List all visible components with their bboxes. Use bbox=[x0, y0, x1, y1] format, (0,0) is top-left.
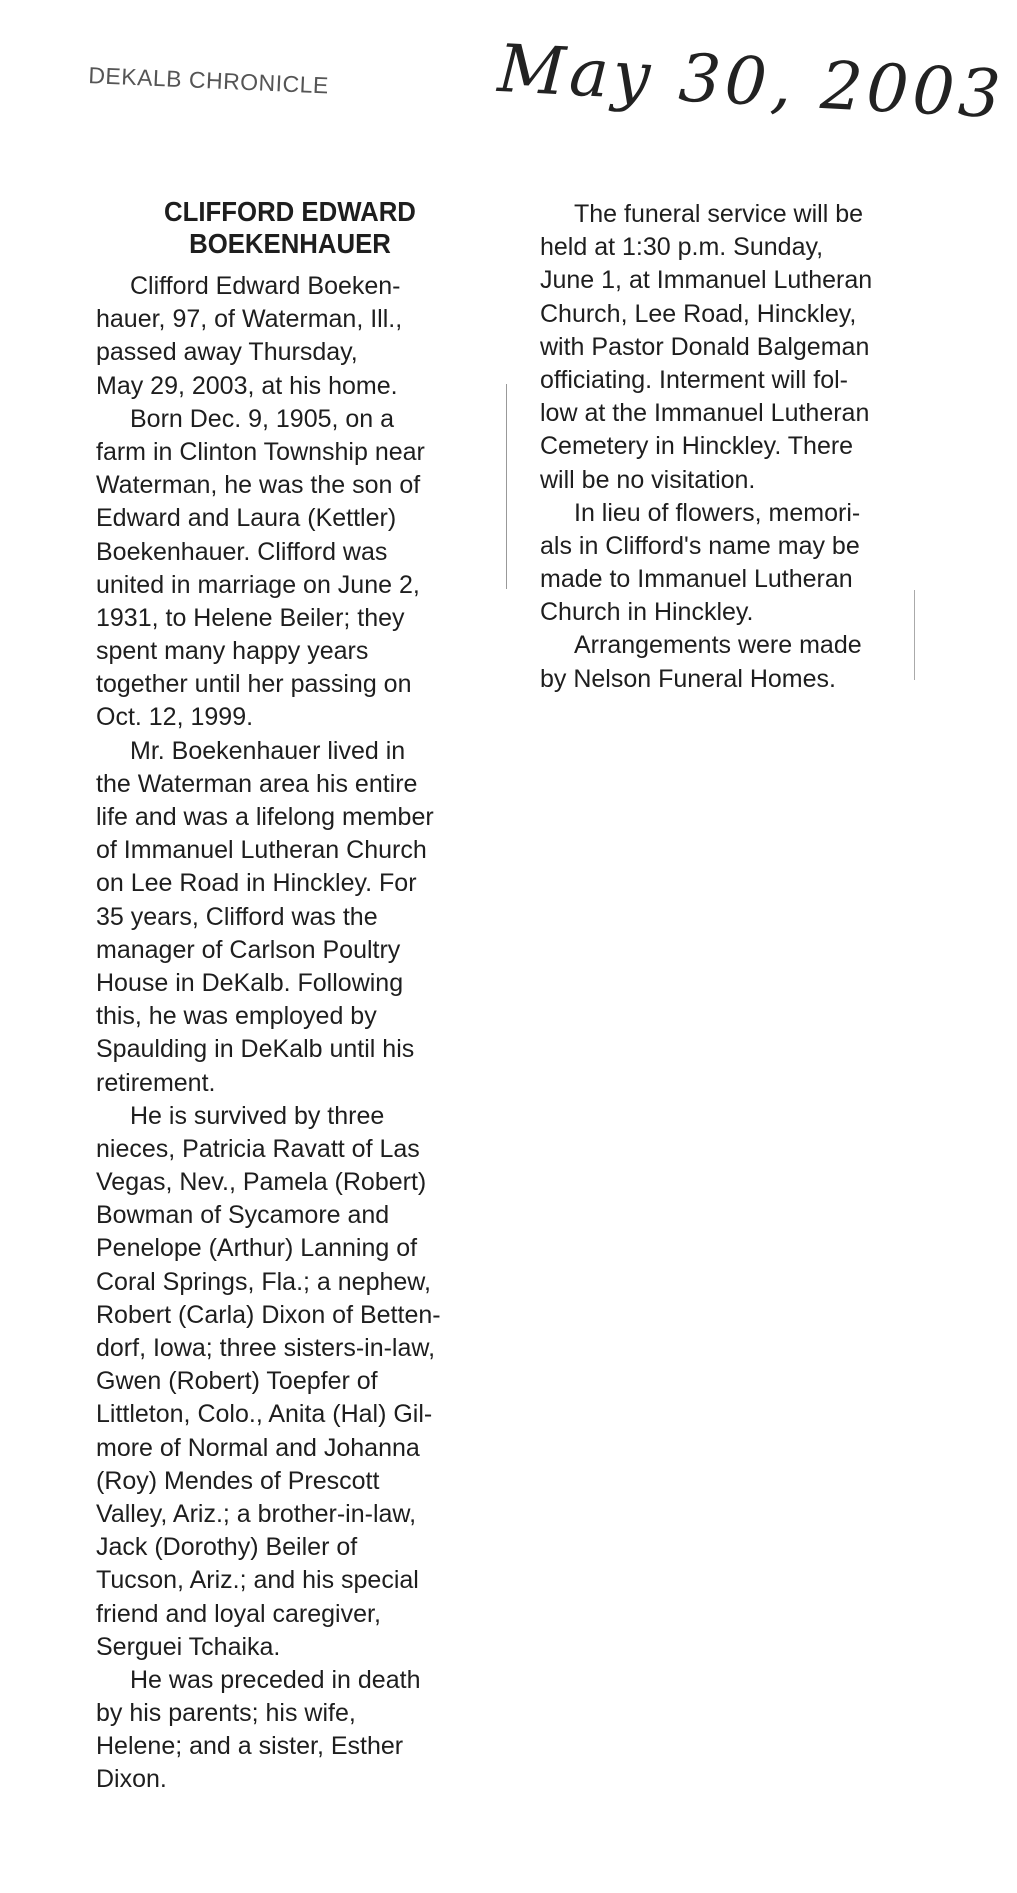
text-line: (Roy) Mendes of Prescott bbox=[96, 1466, 380, 1495]
text-line: Coral Springs, Fla.; a nephew, bbox=[96, 1267, 431, 1296]
title-line: BOEKENHAUER bbox=[189, 228, 391, 259]
text-line: by Nelson Funeral Homes. bbox=[540, 664, 836, 693]
text-line: May 29, 2003, at his home. bbox=[96, 371, 398, 400]
text-line: Helene; and a sister, Esther bbox=[96, 1732, 404, 1761]
text-line: on Lee Road in Hinckley. For bbox=[96, 869, 417, 898]
text-line: Church in Hinckley. bbox=[540, 598, 754, 627]
text-line: passed away Thursday, bbox=[96, 338, 358, 367]
text-line: Valley, Ariz.; a brother-in-law, bbox=[96, 1499, 417, 1528]
text-line: together until her passing on bbox=[96, 670, 412, 699]
text-line: of Immanuel Lutheran Church bbox=[96, 836, 427, 865]
text-line: The funeral service will be bbox=[574, 200, 864, 228]
text-line: officiating. Interment will fol- bbox=[540, 365, 848, 394]
text-line: Waterman, he was the son of bbox=[96, 471, 421, 500]
text-line: June 1, at Immanuel Lutheran bbox=[540, 266, 873, 295]
text-line: Gwen (Robert) Toepfer of bbox=[96, 1367, 378, 1396]
title-line: CLIFFORD EDWARD bbox=[164, 196, 416, 227]
handwritten-date: May 30, 2003 bbox=[495, 30, 1007, 134]
column-divider bbox=[506, 384, 507, 589]
text-line: Cemetery in Hinckley. There bbox=[540, 432, 854, 461]
text-line: Spaulding in DeKalb until his bbox=[96, 1035, 415, 1064]
text-line: House in DeKalb. Following bbox=[96, 968, 404, 997]
text-line: Church, Lee Road, Hinckley, bbox=[540, 299, 857, 328]
text-line: retirement. bbox=[96, 1068, 216, 1097]
text-line: the Waterman area his entire bbox=[96, 769, 418, 798]
text-line: Boekenhauer. Clifford was bbox=[96, 537, 388, 566]
text-line: Born Dec. 9, 1905, on a bbox=[130, 404, 395, 433]
text-line: life and was a lifelong member bbox=[96, 803, 434, 831]
text-line: Arrangements were made bbox=[574, 631, 862, 660]
text-line: with Pastor Donald Balgeman bbox=[540, 332, 870, 361]
text-line: this, he was employed by bbox=[96, 1002, 377, 1031]
text-line: Dixon. bbox=[96, 1765, 167, 1794]
text-line: spent many happy years bbox=[96, 637, 369, 666]
text-line: Oct. 12, 1999. bbox=[96, 703, 254, 732]
text-line: by his parents; his wife, bbox=[96, 1699, 356, 1728]
text-line: als in Clifford's name may be bbox=[540, 531, 860, 560]
text-line: Bowman of Sycamore and bbox=[96, 1201, 390, 1230]
text-line: In lieu of flowers, memori- bbox=[574, 498, 861, 527]
text-line: more of Normal and Johanna bbox=[96, 1433, 420, 1462]
right-column bbox=[540, 198, 872, 696]
text-line: Penelope (Arthur) Lanning of bbox=[96, 1234, 418, 1263]
text-line: Vegas, Nev., Pamela (Robert) bbox=[96, 1168, 427, 1197]
text-line: nieces, Patricia Ravatt of Las bbox=[96, 1134, 420, 1163]
text-line: made to Immanuel Lutheran bbox=[540, 565, 853, 594]
left-column bbox=[96, 270, 441, 1797]
right-edge-mark bbox=[914, 590, 915, 680]
text-line: Serguei Tchaika. bbox=[96, 1632, 281, 1661]
text-line: will be no visitation. bbox=[540, 465, 756, 494]
text-line: held at 1:30 p.m. Sunday, bbox=[540, 233, 824, 262]
text-line: united in marriage on June 2, bbox=[96, 570, 420, 599]
text-line: Littleton, Colo., Anita (Hal) Gil- bbox=[96, 1400, 433, 1429]
text-line: Mr. Boekenhauer lived in bbox=[130, 736, 406, 765]
text-line: He is survived by three bbox=[130, 1101, 385, 1130]
text-line: farm in Clinton Township near bbox=[96, 437, 425, 466]
text-line: hauer, 97, of Waterman, Ill., bbox=[96, 305, 403, 334]
text-line: Tucson, Ariz.; and his special bbox=[96, 1566, 419, 1595]
text-line: manager of Carlson Poultry bbox=[96, 935, 401, 964]
text-line: 1931, to Helene Beiler; they bbox=[96, 603, 405, 632]
text-line: low at the Immanuel Lutheran bbox=[540, 399, 870, 428]
text-line: 35 years, Clifford was the bbox=[96, 902, 378, 931]
obituary-title bbox=[115, 196, 465, 260]
text-line: Jack (Dorothy) Beiler of bbox=[96, 1533, 358, 1562]
text-line: Edward and Laura (Kettler) bbox=[96, 504, 397, 533]
text-line: friend and loyal caregiver, bbox=[96, 1599, 381, 1628]
text-line: He was preceded in death bbox=[130, 1665, 421, 1694]
publication-stamp: DEKALB CHRONICLE bbox=[87, 62, 330, 99]
text-line: Clifford Edward Boeken- bbox=[130, 272, 401, 300]
text-line: dorf, Iowa; three sisters-in-law, bbox=[96, 1334, 436, 1362]
text-line: Robert (Carla) Dixon of Betten- bbox=[96, 1300, 441, 1329]
